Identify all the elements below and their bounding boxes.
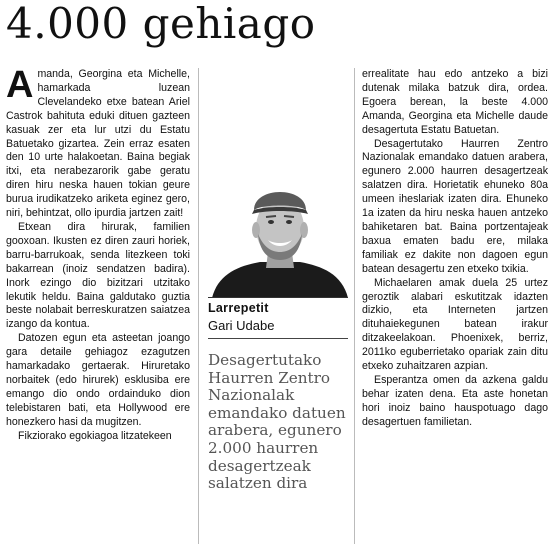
article-paragraph: Fikziorako egokiagoa litzatekeen	[18, 429, 172, 442]
article-paragraph: Desagertutako Haurren Zentro Nazionalak emandako datuen arabera, egunero 2.000 haurren desagertzeak salatzen dira. Horietatik ehuneko 80a umeen iheslariak izaten dira. Ehuneko 1a izaten da hiru neska hauen antzeko bahiketaren bat. Baina portzentajeak baxua ematen badu ere, milaka familiak ez dakite non dagoen egun batean desagertu zen etxeko txikia.	[362, 137, 548, 275]
paragraph-text: manda, Georgina eta Michelle, hamarkada luzean Clevelandeko etxe batean Ariel Castrok bahituta eduki dituen gazteen kasuak zer eta lur utzi du Estatu Batuetako gizartea. Zein erraz esaten den 10 urte halakoetan. Baina begiak itxi, eta nerabezarorik gabe geratu diren hiru neska hauen tokian geure burua irudikatzeko ariketa eginez gero, niri, behintzat, ollo ipurdia jartzen zait!	[6, 68, 190, 220]
article-paragraph: Michaelaren amak duela 25 urtez geroztik alabari eskutitzak idazten dizkio, eta Interneten jartzen dituhaiekegunen batean irakur ditzakeelakoan. Phoenixek, berriz, 2011ko eguberrietako opariak zain ditu etxeko zuhaitzaren azpian.	[362, 276, 548, 373]
article-paragraph: Datozen egun eta asteetan joango gara detaile gehiagoz ezagutzen hamarkadako gertaerak. Hiruretako norbaitek (edo hirurek) esklusiba ere emango dio ondo ordainduko dion telebistaren bati, eta Hollywood ere honezkero hasi da mugitzen.	[6, 332, 190, 428]
pull-quote: Desagertutako Haurren Zentro Nazionalak emandako datuen arabera, egunero 2.000 haurren desagertzeak salatzen dira	[208, 351, 346, 493]
author-portrait	[210, 178, 350, 298]
article-column-left	[6, 64, 190, 443]
drop-cap: A	[6, 64, 34, 106]
article-paragraph	[6, 64, 190, 221]
article-column-right	[362, 68, 548, 430]
byline-top-rule	[208, 297, 348, 298]
section-label: Larrepetit	[208, 301, 269, 315]
headline: 4.000 gehiago	[6, 0, 316, 48]
byline-rule	[208, 338, 348, 339]
article-paragraph: errealitate hau edo antzeko a bizi dutenak milaka batzuk dira, ordea. Egoera berean, la beste 4.000 Amanda, Georgina eta Michelle daude desagertuta Estatu Batuetan.	[362, 68, 548, 136]
author-name: Gari Udabe	[208, 318, 275, 333]
article-paragraph: Etxean dira hirurak, familien gooxoan. Ikusten ez diren zauri horiek, barru-barrukoak, senda litezkeen toki bakarrean (inoiz sendatzen badira). Inork ezingo dio bizitzari utzitako lekutik heldu. Baina galdutako guztia beste nolabait berreskuratzen saiatzea izango da kontua.	[6, 220, 190, 331]
column-divider	[198, 68, 199, 544]
article-paragraph: Esperantza omen da azkena galdu behar izaten dena. Eta aste honetan hori inoiz baino hauspotuago dago desagertuen familietan.	[362, 373, 548, 428]
column-divider	[354, 68, 355, 544]
